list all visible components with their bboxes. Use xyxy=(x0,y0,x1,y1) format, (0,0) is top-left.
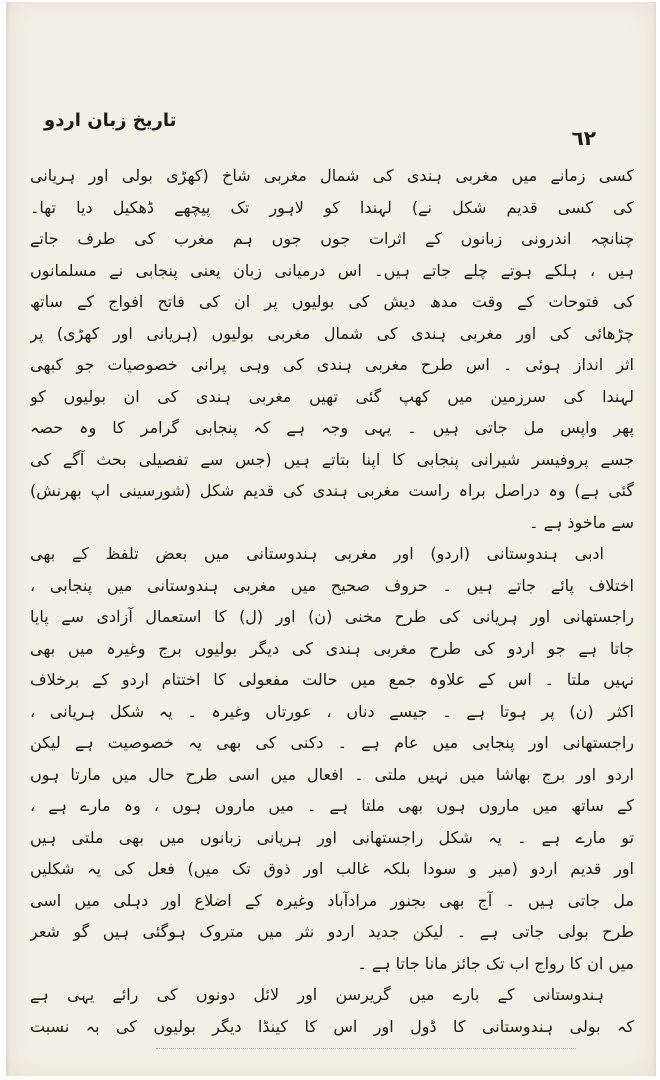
text-line: اردو اور برج بھاشا میں نہیں ملتی ۔ افعال میں اسی طرح حال میں مارتا ہوں xyxy=(30,764,634,784)
text-line: اختلاف پائے جاتے ہیں ۔ حروف صحیح میں مغربی ہندوستانی میں پنجابی ، xyxy=(30,575,634,595)
paragraph-first-line: ادبی ہندوستانی (اردو) اور مغربی ہندوستانی میں بعض تلفظ کے بھی xyxy=(30,544,604,563)
text-line: طرح بولی جاتی ہے ۔ لیکن جدید اردو نثر میں متروک ہوگئی ہیں گو شعر xyxy=(30,922,634,941)
text-line: سے ماخوذ ہے ۔ xyxy=(529,512,634,532)
page-bottom-bleed xyxy=(156,1048,576,1055)
text-line: جسے پروفیسر شیرانی پنجابی کا اپنا بتاتے ہیں (جس سے تفصیلی بحث آگے کی xyxy=(30,449,634,469)
text-line: کسی زمانے میں مغربی ہندی کی شمال مغربی شاخ (کھڑی بولی اور ہریانی xyxy=(30,166,634,185)
text-line: چنانچہ اندرونی زبانوں کے اثرات جوں جوں ہم مغرب کی طرف جاتے xyxy=(30,229,634,248)
text-line: اور قدیم اردو (میر و سودا بلکہ غالب اور ذوق تک میں) فعل کی یہ شکلیں xyxy=(30,859,634,878)
text-line: چڑھائی کی اور مغربی ہندی کی شمال مغربی بولیوں (ہریانی اور کھڑی) پر xyxy=(30,323,634,343)
text-line: مل جاتی ہیں ۔ آج بھی بجنور مرادآباد وغیرہ کے اضلاع اور دہلی میں اسی xyxy=(30,890,634,910)
text-line: راجستھانی اور پنجابی میں عام ہے ۔ دکنی کی بھی یہ خصوصیت ہے لیکن xyxy=(30,733,634,752)
page-number: ٦٢ xyxy=(571,126,596,150)
text-line: میں ان کا رواج اب تک جائز مانا جاتا ہے ۔ xyxy=(357,953,634,973)
text-line: ہیں ، ہلکے ہوتے چلے جاتے ہیں۔ اس درمیانی زبان یعنی پنجابی نے مسلمانوں xyxy=(30,260,634,280)
text-line: نہیں ملتا ۔ اس کے علاوہ جمع میں حالت مفعولی کا اختتام اردو کے برخلاف xyxy=(30,670,634,689)
text-line: لہندا کی سرزمین میں کھپ گئی تھیں مغربی ہندی کی ان بولیوں کو xyxy=(30,386,634,406)
text-line: تو مارے ہے ۔ یہ شکل راجستھانی اور ہریانی زبانوں میں بھی ملتی ہیں xyxy=(30,827,634,847)
text-line: اثر انداز ہوئی ۔ اس طرح مغربی ہندی کی وہی پرانی خصوصیات جو کبھی xyxy=(30,355,634,374)
paragraph-first-line: ہندوستانی کے بارے میں گریرسن اور لائل دونوں کی رائے یہی ہے xyxy=(30,985,604,1004)
text-line: جاتا ہے جو اردو کی طرح مغربی ہندی کی دیگر بولیوں برج وغیرہ میں بھی xyxy=(30,638,634,658)
text-line: راجستھانی اور ہریانی کی طرح مخنی (ن) اور (ل) کا استعمال آزادی سے پایا xyxy=(30,607,634,626)
text-line: کہ بولی ہندوستانی کا ڈول اور اس کا کینڈا دیگر بولیوں کی بہ نسبت xyxy=(30,1016,634,1036)
text-line: کے ساتھ میں ماروں ہوں بھی ملتا ہے ۔ میں ماروں ہوں ، وہ مارے ہے ، xyxy=(30,796,634,815)
text-line: اکثر (ن) پر ہوتا ہے ۔ جیسے دناں ، عورتاں وغیرہ ۔ یہ شکل ہریانی ، xyxy=(30,701,634,721)
book-page xyxy=(6,2,656,1076)
text-line: گئی ہے) وہ دراصل براہ راست مغربی ہندی کی قدیم شکل (شورسینی اپ بھرنش) xyxy=(30,481,634,500)
running-head-title: تاریخ زبان اردو xyxy=(44,110,177,131)
text-line: کی فتوحات کے وقت مدھ دیش کی بولیوں پر ان کی فاتح افواج کے ساتھ xyxy=(30,292,634,311)
body-text xyxy=(30,160,634,1042)
text-line: پھر واپس مل جاتی ہیں ۔ یہی وجہ ہے کہ پنجابی گرامر کا وہ حصہ xyxy=(30,418,634,437)
text-line: کی کسی قدیم شکل نے) لہندا کو لاہور تک پیچھے ڈھکیل دیا تھا۔ xyxy=(30,197,634,217)
